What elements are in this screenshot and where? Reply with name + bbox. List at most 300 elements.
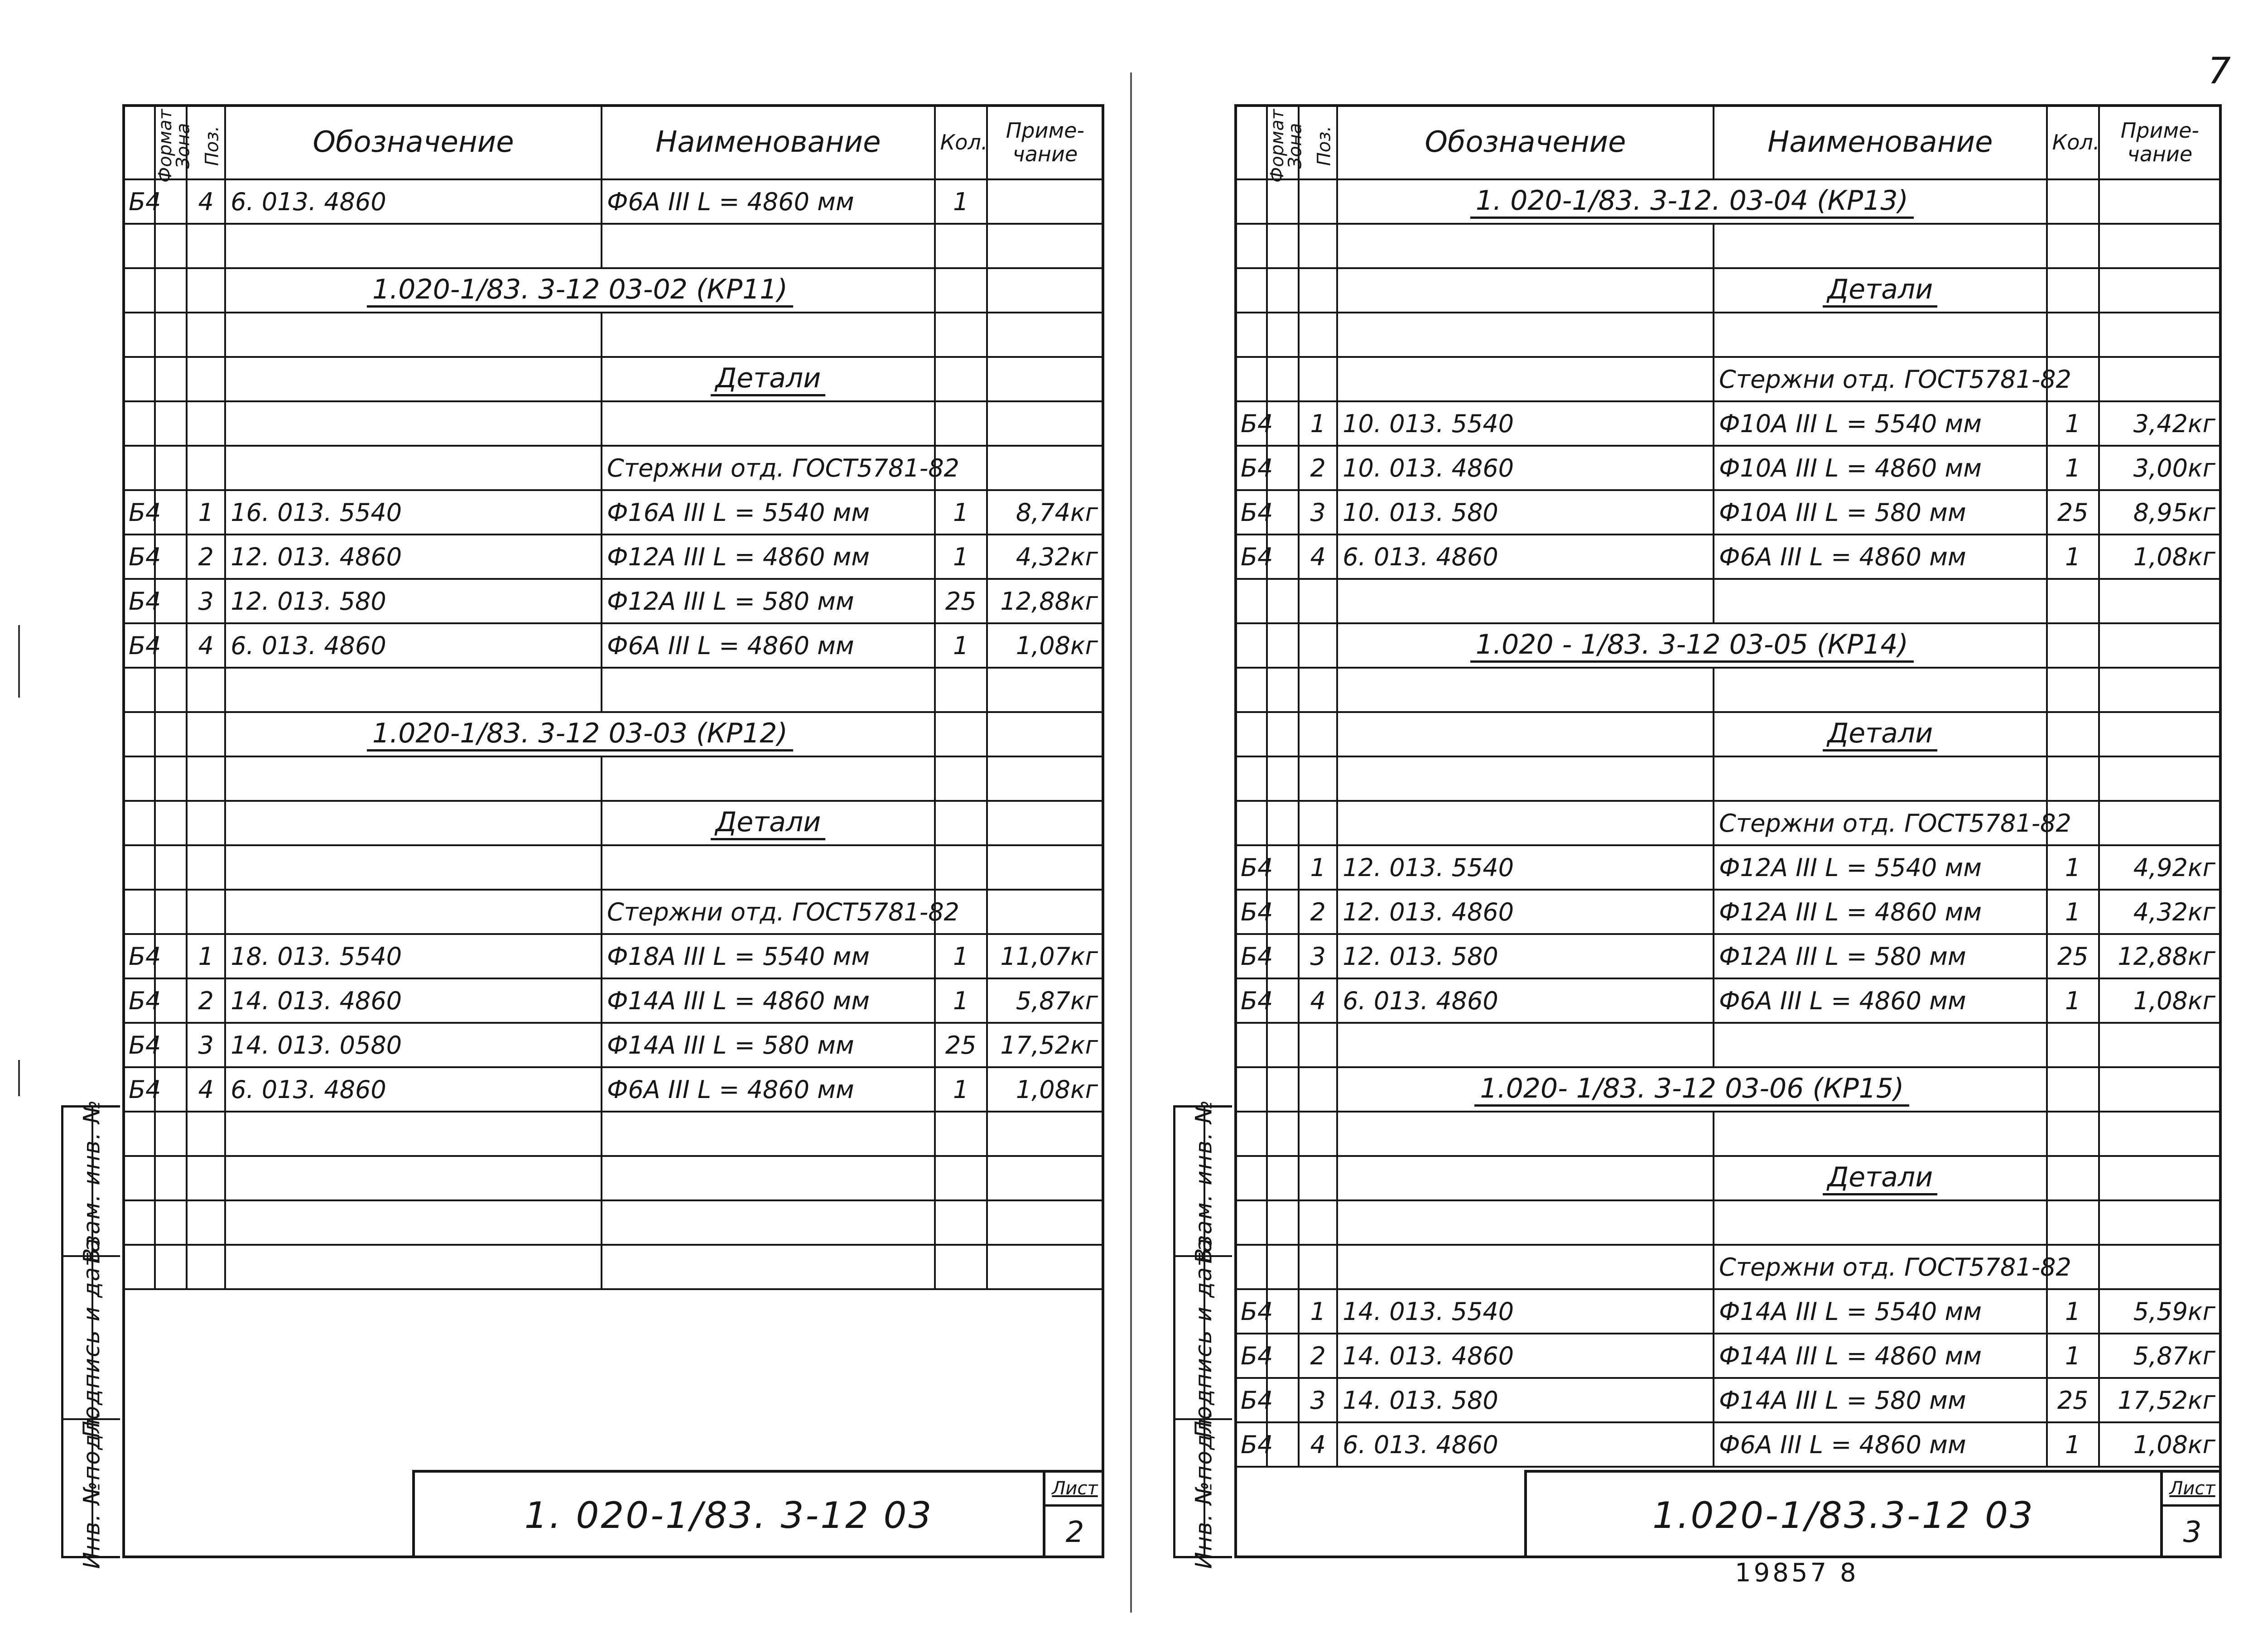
table-row bbox=[1235, 1156, 2221, 1200]
cell-empty bbox=[602, 224, 935, 268]
cell-empty bbox=[2047, 1200, 2099, 1245]
archive-stamp: 19857 8 bbox=[1735, 1558, 1859, 1588]
table-row bbox=[123, 845, 1103, 890]
table-row bbox=[123, 224, 1103, 268]
cell-note: 1,08кг bbox=[987, 623, 1103, 668]
cell-designation: 14. 013. 4860 bbox=[1337, 1334, 1714, 1378]
section-title: 1.020-1/83. 3-12 03-02 (КР11) bbox=[367, 274, 793, 308]
table-row bbox=[1235, 224, 2221, 268]
cell-empty bbox=[602, 1112, 935, 1156]
cell-empty bbox=[1337, 313, 1714, 357]
sheet-label: Лист bbox=[1045, 1473, 1104, 1507]
cell-empty bbox=[1235, 1156, 1267, 1200]
cell-note: 5,87кг bbox=[2099, 1334, 2221, 1378]
cell-empty bbox=[1714, 1200, 2047, 1245]
cell-empty bbox=[1337, 268, 1714, 313]
cell-designation: 10. 013. 580 bbox=[1337, 490, 1714, 535]
table-row bbox=[1235, 535, 2221, 579]
cell-empty bbox=[1299, 224, 1337, 268]
cell-name: Ф12А III L = 580 мм bbox=[602, 579, 935, 623]
cell-empty bbox=[1235, 756, 1267, 801]
side-strip-right bbox=[1173, 1099, 1232, 1569]
cell-empty bbox=[1299, 1112, 1337, 1156]
cell-note: 12,88кг bbox=[987, 579, 1103, 623]
table-row bbox=[1235, 1112, 2221, 1156]
cell-empty bbox=[2047, 623, 2099, 668]
cell-empty bbox=[2099, 712, 2221, 756]
cell-empty bbox=[155, 224, 187, 268]
cell-empty bbox=[935, 845, 987, 890]
cell-format: Б4 bbox=[123, 934, 155, 978]
cell-empty bbox=[225, 313, 602, 357]
cell-empty bbox=[1267, 579, 1299, 623]
table-row bbox=[123, 579, 1103, 623]
table-row bbox=[1235, 978, 2221, 1023]
col-pos: Поз. bbox=[187, 105, 225, 179]
cell-name: Ф6А III L = 4860 мм bbox=[602, 623, 935, 668]
cell-empty bbox=[155, 756, 187, 801]
table-row bbox=[1235, 1334, 2221, 1378]
cell-empty bbox=[225, 845, 602, 890]
cell-designation: 12. 013. 580 bbox=[1337, 934, 1714, 978]
cell-empty bbox=[123, 756, 155, 801]
cell-note: 12,88кг bbox=[2099, 934, 2221, 978]
cell-pos: 1 bbox=[187, 490, 225, 535]
cell-empty bbox=[1337, 1200, 1714, 1245]
side-label-signature-date: Подпись и дата bbox=[63, 1257, 120, 1420]
table-row bbox=[123, 934, 1103, 978]
cell-empty bbox=[2099, 1245, 2221, 1289]
cell-empty bbox=[187, 1112, 225, 1156]
cell-empty bbox=[187, 712, 225, 756]
cell-note: 1,08кг bbox=[987, 1067, 1103, 1112]
cell-qty: 1 bbox=[935, 934, 987, 978]
cell-empty bbox=[1299, 268, 1337, 313]
cell-empty bbox=[2099, 801, 2221, 845]
cell-empty bbox=[187, 801, 225, 845]
cell-empty bbox=[225, 1245, 602, 1289]
cell-empty bbox=[1299, 623, 1337, 668]
cell-empty bbox=[155, 313, 187, 357]
table-row bbox=[1235, 890, 2221, 934]
cell-empty bbox=[987, 268, 1103, 313]
cell-note: 11,07кг bbox=[987, 934, 1103, 978]
cell-empty bbox=[123, 357, 155, 401]
cell-empty bbox=[602, 756, 935, 801]
table-row bbox=[1235, 1378, 2221, 1422]
cell-empty bbox=[225, 801, 602, 845]
cell-empty bbox=[225, 224, 602, 268]
center-divider bbox=[1130, 72, 1132, 1613]
details-heading: Детали bbox=[711, 362, 825, 396]
cell-empty bbox=[935, 224, 987, 268]
table-row bbox=[123, 535, 1103, 579]
cell-empty bbox=[1337, 712, 1714, 756]
cell-note: 5,87кг bbox=[987, 978, 1103, 1023]
cell-format: Б4 bbox=[1235, 934, 1267, 978]
details-cell bbox=[602, 357, 935, 401]
side-label-inv-replace: Взам. инв. № bbox=[1175, 1108, 1232, 1257]
cell-note: 4,92кг bbox=[2099, 845, 2221, 890]
cell-empty bbox=[2099, 357, 2221, 401]
cell-empty bbox=[2047, 668, 2099, 712]
cell-empty bbox=[187, 845, 225, 890]
cell-empty bbox=[225, 1112, 602, 1156]
cell-empty bbox=[1235, 1200, 1267, 1245]
cell-format: Б4 bbox=[123, 535, 155, 579]
table-row bbox=[1235, 1289, 2221, 1334]
cell-empty bbox=[187, 1156, 225, 1200]
cell-format: Б4 bbox=[1235, 490, 1267, 535]
cell-empty bbox=[1299, 1023, 1337, 1067]
cell-qty: 1 bbox=[2047, 1289, 2099, 1334]
cell-empty bbox=[1267, 1067, 1299, 1112]
cell-note: 1,08кг bbox=[2099, 978, 2221, 1023]
cell-empty bbox=[123, 268, 155, 313]
cell-empty bbox=[155, 801, 187, 845]
cell-empty bbox=[2047, 1156, 2099, 1200]
cell-designation: 6. 013. 4860 bbox=[225, 179, 602, 224]
cell-empty bbox=[2047, 313, 2099, 357]
cell-designation: 6. 013. 4860 bbox=[225, 1067, 602, 1112]
table-row bbox=[1235, 1245, 2221, 1289]
cell-empty bbox=[1235, 357, 1267, 401]
cell-empty bbox=[187, 1200, 225, 1245]
cell-empty bbox=[935, 313, 987, 357]
cell-empty bbox=[987, 890, 1103, 934]
cell-empty bbox=[1299, 668, 1337, 712]
cell-format: Б4 bbox=[1235, 535, 1267, 579]
table-row bbox=[123, 1023, 1103, 1067]
cell-empty bbox=[602, 1200, 935, 1245]
cell-empty bbox=[1299, 357, 1337, 401]
cell-empty bbox=[155, 1245, 187, 1289]
cell-empty bbox=[155, 268, 187, 313]
cell-format: Б4 bbox=[123, 623, 155, 668]
cell-format: Б4 bbox=[1235, 978, 1267, 1023]
cell-designation: 16. 013. 5540 bbox=[225, 490, 602, 535]
spec-table-left bbox=[122, 104, 1104, 1290]
cell-empty bbox=[1337, 1156, 1714, 1200]
cell-empty bbox=[1267, 756, 1299, 801]
cell-empty bbox=[1714, 1023, 2047, 1067]
table-row bbox=[1235, 179, 2221, 224]
cell-empty bbox=[2047, 268, 2099, 313]
cell-empty bbox=[1299, 313, 1337, 357]
cell-empty bbox=[187, 668, 225, 712]
cell-qty: 1 bbox=[935, 535, 987, 579]
table-row bbox=[1235, 446, 2221, 490]
cell-note: 1,08кг bbox=[2099, 535, 2221, 579]
cell-empty bbox=[1299, 579, 1337, 623]
details-heading: Детали bbox=[1823, 274, 1937, 308]
rod-standard-label: Стержни отд. ГОСТ5781-82 bbox=[602, 890, 935, 934]
cell-pos: 2 bbox=[1299, 890, 1337, 934]
rod-standard-label: Стержни отд. ГОСТ5781-82 bbox=[1714, 801, 2047, 845]
cell-empty bbox=[602, 401, 935, 446]
spec-table-right bbox=[1234, 104, 2222, 1468]
cell-empty bbox=[987, 668, 1103, 712]
col-pos: Поз. bbox=[1299, 105, 1337, 179]
cell-empty bbox=[1235, 1112, 1267, 1156]
document-code: 1. 020-1/83. 3-12 03 bbox=[524, 1494, 934, 1536]
cell-empty bbox=[1337, 224, 1714, 268]
cell-empty bbox=[935, 1245, 987, 1289]
cell-name: Ф18А III L = 5540 мм bbox=[602, 934, 935, 978]
cell-empty bbox=[2047, 179, 2099, 224]
cell-empty bbox=[987, 313, 1103, 357]
cell-empty bbox=[1299, 756, 1337, 801]
cell-empty bbox=[935, 668, 987, 712]
col-zone: Зона bbox=[1267, 105, 1299, 179]
cell-note: 1,08кг bbox=[2099, 1422, 2221, 1467]
cell-name: Ф10А III L = 4860 мм bbox=[1714, 446, 2047, 490]
cell-qty: 25 bbox=[2047, 934, 2099, 978]
cell-empty bbox=[935, 712, 987, 756]
cell-note: 3,00кг bbox=[2099, 446, 2221, 490]
cell-empty bbox=[2099, 756, 2221, 801]
cell-empty bbox=[1299, 179, 1337, 224]
cell-empty bbox=[123, 668, 155, 712]
cell-pos: 4 bbox=[187, 1067, 225, 1112]
cell-empty bbox=[1714, 579, 2047, 623]
cell-note: 4,32кг bbox=[987, 535, 1103, 579]
table-row bbox=[1235, 1422, 2221, 1467]
cell-empty bbox=[1235, 801, 1267, 845]
cell-empty bbox=[1267, 668, 1299, 712]
cell-empty bbox=[1267, 712, 1299, 756]
cell-qty: 25 bbox=[2047, 490, 2099, 535]
cell-name: Ф6А III L = 4860 мм bbox=[602, 1067, 935, 1112]
details-cell bbox=[1714, 268, 2047, 313]
cell-note: 17,52кг bbox=[987, 1023, 1103, 1067]
cell-empty bbox=[225, 401, 602, 446]
section-title: 1.020-1/83. 3-12 03-03 (КР12) bbox=[367, 718, 793, 751]
cell-pos: 3 bbox=[1299, 490, 1337, 535]
col-designation: Обозначение bbox=[1337, 105, 1714, 179]
cell-designation: 14. 013. 580 bbox=[1337, 1378, 1714, 1422]
col-format: Формат bbox=[123, 105, 155, 179]
table-row bbox=[1235, 934, 2221, 978]
cell-empty bbox=[1337, 668, 1714, 712]
cell-empty bbox=[2047, 1112, 2099, 1156]
cell-qty: 25 bbox=[2047, 1378, 2099, 1422]
cell-empty bbox=[987, 756, 1103, 801]
cell-empty bbox=[123, 1156, 155, 1200]
details-cell bbox=[1714, 1156, 2047, 1200]
cell-empty bbox=[987, 712, 1103, 756]
section-title: 1.020- 1/83. 3-12 03-06 (КР15) bbox=[1474, 1073, 1909, 1107]
cell-empty bbox=[123, 313, 155, 357]
table-row bbox=[1235, 313, 2221, 357]
cell-name: Ф12А III L = 4860 мм bbox=[602, 535, 935, 579]
cell-pos: 3 bbox=[1299, 934, 1337, 978]
cell-pos: 4 bbox=[187, 179, 225, 224]
cell-pos: 3 bbox=[187, 1023, 225, 1067]
cell-empty bbox=[987, 845, 1103, 890]
table-row bbox=[123, 712, 1103, 756]
cell-name: Ф12А III L = 4860 мм bbox=[1714, 890, 2047, 934]
cell-empty bbox=[1299, 1067, 1337, 1112]
table-row bbox=[123, 401, 1103, 446]
table-header bbox=[1235, 105, 2221, 179]
col-name: Наименование bbox=[1714, 105, 2047, 179]
cell-qty: 1 bbox=[2047, 535, 2099, 579]
cell-empty bbox=[1714, 756, 2047, 801]
table-row bbox=[1235, 579, 2221, 623]
cell-empty bbox=[1337, 756, 1714, 801]
cell-empty bbox=[187, 446, 225, 490]
col-format: Формат bbox=[1235, 105, 1267, 179]
cell-qty: 1 bbox=[2047, 890, 2099, 934]
section-cell bbox=[1337, 623, 2046, 668]
cell-empty bbox=[187, 756, 225, 801]
cell-empty bbox=[1299, 1156, 1337, 1200]
cell-designation: 12. 013. 5540 bbox=[1337, 845, 1714, 890]
table-row bbox=[123, 446, 1103, 490]
cell-empty bbox=[155, 712, 187, 756]
table-row bbox=[1235, 1067, 2221, 1112]
cell-empty bbox=[935, 1112, 987, 1156]
cell-empty bbox=[1267, 357, 1299, 401]
table-row bbox=[1235, 1023, 2221, 1067]
cell-qty: 1 bbox=[935, 490, 987, 535]
details-heading: Детали bbox=[1823, 1161, 1937, 1195]
cell-empty bbox=[155, 890, 187, 934]
cell-empty bbox=[187, 1245, 225, 1289]
cell-pos: 4 bbox=[187, 623, 225, 668]
cell-pos: 1 bbox=[1299, 401, 1337, 446]
cell-designation: 6. 013. 4860 bbox=[1337, 535, 1714, 579]
cell-empty bbox=[602, 845, 935, 890]
cell-empty bbox=[2099, 1156, 2221, 1200]
cell-empty bbox=[155, 446, 187, 490]
table-row bbox=[123, 490, 1103, 535]
cell-name: Ф10А III L = 580 мм bbox=[1714, 490, 2047, 535]
cell-qty: 1 bbox=[935, 1067, 987, 1112]
table-row bbox=[123, 1245, 1103, 1289]
cell-pos: 1 bbox=[187, 934, 225, 978]
col-zone: Зона bbox=[155, 105, 187, 179]
cell-designation: 6. 013. 4860 bbox=[225, 623, 602, 668]
cell-empty bbox=[123, 845, 155, 890]
cell-empty bbox=[935, 1156, 987, 1200]
cell-empty bbox=[1714, 224, 2047, 268]
cell-pos: 2 bbox=[1299, 1334, 1337, 1378]
cell-empty bbox=[1267, 801, 1299, 845]
table-row bbox=[1235, 401, 2221, 446]
cell-designation: 6. 013. 4860 bbox=[1337, 1422, 1714, 1467]
cell-empty bbox=[1267, 224, 1299, 268]
cell-empty bbox=[187, 357, 225, 401]
cell-empty bbox=[123, 224, 155, 268]
cell-empty bbox=[602, 1245, 935, 1289]
sheet-number-box bbox=[1043, 1473, 1104, 1558]
cell-qty: 1 bbox=[935, 623, 987, 668]
table-row bbox=[1235, 623, 2221, 668]
cell-empty bbox=[1337, 1245, 1714, 1289]
cell-empty bbox=[2047, 1067, 2099, 1112]
sheet-number: 3 bbox=[2183, 1516, 2202, 1549]
cell-qty: 1 bbox=[935, 978, 987, 1023]
cell-empty bbox=[225, 756, 602, 801]
cell-pos: 1 bbox=[1299, 1289, 1337, 1334]
section-cell bbox=[1337, 1067, 2046, 1112]
cell-format: Б4 bbox=[1235, 1422, 1267, 1467]
cell-empty bbox=[935, 401, 987, 446]
cell-empty bbox=[187, 401, 225, 446]
title-block-right bbox=[1524, 1470, 2222, 1558]
cell-empty bbox=[602, 1156, 935, 1200]
cell-name: Ф12А III L = 580 мм bbox=[1714, 934, 2047, 978]
cell-name: Ф14А III L = 580 мм bbox=[1714, 1378, 2047, 1422]
cell-empty bbox=[187, 224, 225, 268]
table-row bbox=[123, 890, 1103, 934]
cell-empty bbox=[2047, 712, 2099, 756]
cell-empty bbox=[2099, 268, 2221, 313]
table-row bbox=[1235, 712, 2221, 756]
table-row bbox=[123, 756, 1103, 801]
cell-designation: 12. 013. 580 bbox=[225, 579, 602, 623]
cell-empty bbox=[1235, 1023, 1267, 1067]
cell-empty bbox=[123, 712, 155, 756]
rod-standard-label: Стержни отд. ГОСТ5781-82 bbox=[602, 446, 935, 490]
cell-empty bbox=[187, 890, 225, 934]
cell-designation: 18. 013. 5540 bbox=[225, 934, 602, 978]
cell-empty bbox=[1235, 268, 1267, 313]
title-block-left bbox=[412, 1470, 1104, 1558]
sheet-label: Лист bbox=[2163, 1473, 2222, 1507]
section-cell bbox=[225, 712, 934, 756]
cell-empty bbox=[1337, 801, 1714, 845]
cell-empty bbox=[225, 446, 602, 490]
cell-empty bbox=[1299, 801, 1337, 845]
cell-empty bbox=[155, 357, 187, 401]
side-label-inv-original: Инв. №подл. bbox=[1190, 1409, 1217, 1569]
cell-empty bbox=[1267, 1023, 1299, 1067]
cell-designation: 6. 013. 4860 bbox=[1337, 978, 1714, 1023]
cell-qty: 1 bbox=[2047, 845, 2099, 890]
col-designation: Обозначение bbox=[225, 105, 602, 179]
cell-name: Ф16А III L = 5540 мм bbox=[602, 490, 935, 535]
rod-standard-label: Стержни отд. ГОСТ5781-82 bbox=[1714, 1245, 2047, 1289]
table-row bbox=[123, 179, 1103, 224]
cell-name: Ф6А III L = 4860 мм bbox=[602, 179, 935, 224]
cell-empty bbox=[2099, 313, 2221, 357]
table-row bbox=[1235, 756, 2221, 801]
cell-pos: 3 bbox=[1299, 1378, 1337, 1422]
cell-note: 8,95кг bbox=[2099, 490, 2221, 535]
table-row bbox=[1235, 1200, 2221, 1245]
table-row bbox=[123, 1067, 1103, 1112]
cell-designation: 10. 013. 5540 bbox=[1337, 401, 1714, 446]
cell-empty bbox=[2047, 1023, 2099, 1067]
cell-format: Б4 bbox=[1235, 1334, 1267, 1378]
cell-empty bbox=[155, 845, 187, 890]
cell-empty bbox=[1299, 1245, 1337, 1289]
left-edge-mark-lower bbox=[18, 1060, 20, 1096]
cell-name: Ф14А III L = 580 мм bbox=[602, 1023, 935, 1067]
cell-empty bbox=[987, 1156, 1103, 1200]
cell-empty bbox=[1235, 1067, 1267, 1112]
cell-empty bbox=[1714, 668, 2047, 712]
cell-empty bbox=[187, 268, 225, 313]
cell-designation: 12. 013. 4860 bbox=[1337, 890, 1714, 934]
cell-empty bbox=[1337, 1023, 1714, 1067]
side-strip-left bbox=[61, 1099, 120, 1569]
cell-empty bbox=[1235, 579, 1267, 623]
cell-empty bbox=[1337, 579, 1714, 623]
